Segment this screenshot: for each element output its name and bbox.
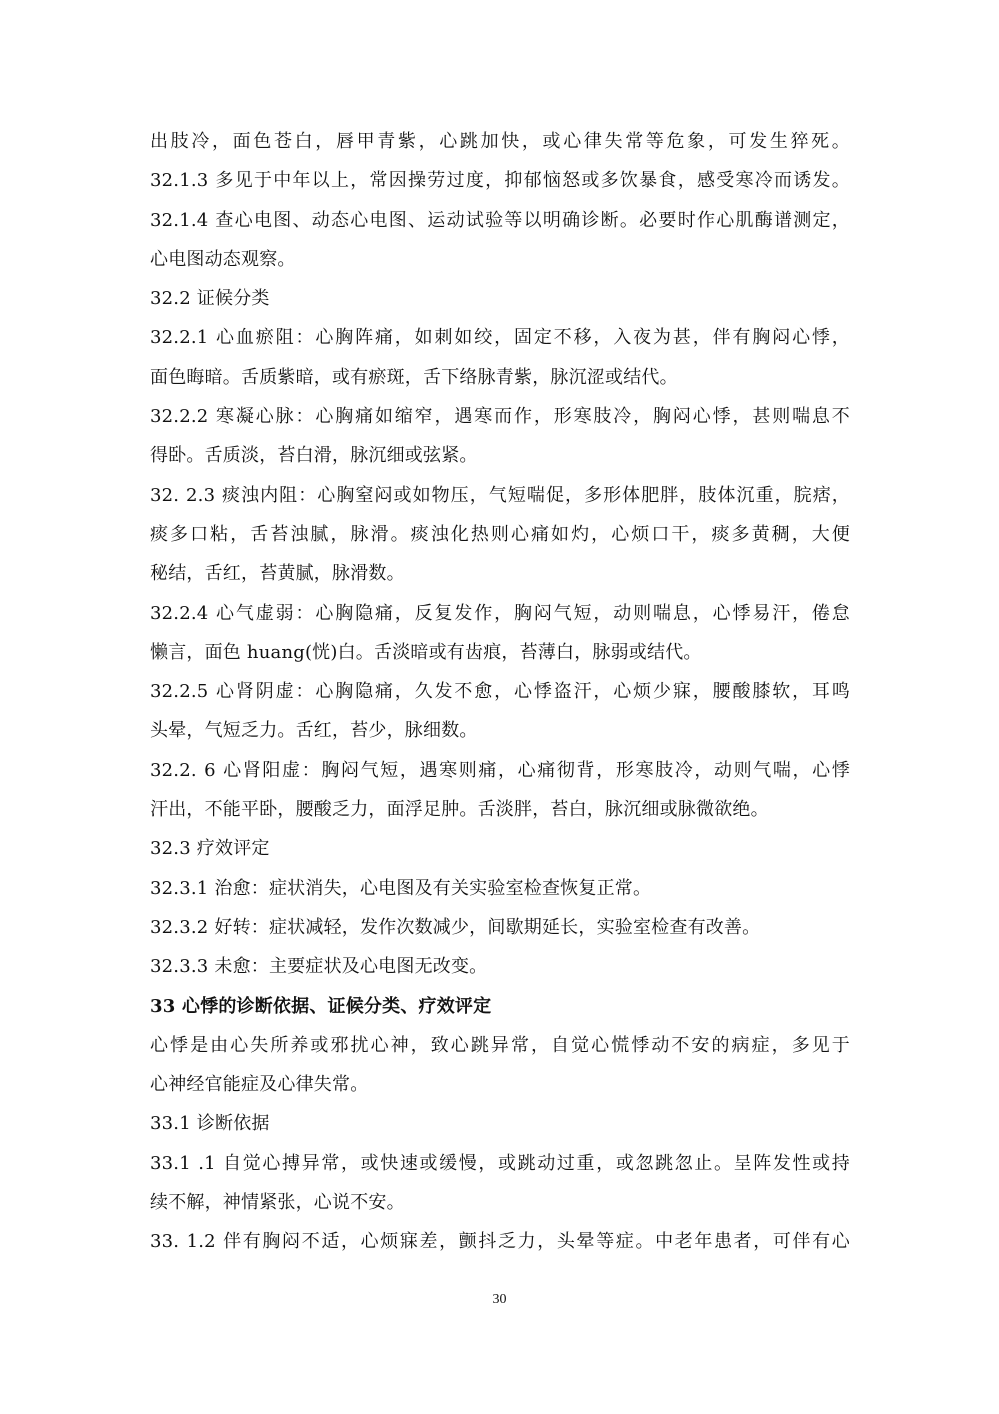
text-line: 心悸是由心失所养或邪扰心神，致心跳异常，自觉心慌悸动不安的病症，多见于 <box>150 1034 850 1056</box>
text-line: 32.3.1 治愈：症状消失，心电图及有关实验室检查恢复正常。 <box>150 877 652 899</box>
text-line: 32.2.1 心血瘀阻：心胸阵痛，如刺如绞，固定不移，入夜为甚，伴有胸闷心悸， <box>150 327 850 349</box>
text-line: 得卧。舌质淡，苔白滑，脉沉细或弦紧。 <box>150 445 478 467</box>
text-line: 32.1.4 查心电图、动态心电图、运动试验等以明确诊断。必要时作心肌酶谱测定， <box>150 209 850 231</box>
text-line: 懒言，面色 huang(恍)白。舌淡暗或有齿痕，苔薄白，脉弱或结代。 <box>150 641 702 663</box>
text-line: 33. 1.2 伴有胸闷不适，心烦寐差，颤抖乏力，头晕等症。中老年患者，可伴有心 <box>150 1231 850 1253</box>
text-line: 秘结，舌红，苔黄腻，脉滑数。 <box>150 563 405 585</box>
text-line: 32.2.5 心肾阴虚：心胸隐痛，久发不愈，心悸盗汗，心烦少寐，腰酸膝软，耳鸣 <box>150 681 850 703</box>
body-text <box>150 122 850 1262</box>
section-heading-33-1: 33.1 诊断依据 <box>150 1113 270 1135</box>
text-line: 心神经官能症及心律失常。 <box>150 1074 369 1096</box>
section-heading-32-3: 32.3 疗效评定 <box>150 838 270 860</box>
text-line: 32.2.2 寒凝心脉：心胸痛如缩窄，遇寒而作，形寒肢冷，胸闷心悸，甚则喘息不 <box>150 406 850 428</box>
text-line: 头晕，气短乏力。舌红，苔少，脉细数。 <box>150 720 478 742</box>
text-line: 汗出，不能平卧，腰酸乏力，面浮足肿。舌淡胖，苔白，脉沉细或脉微欲绝。 <box>150 799 769 821</box>
text-line: 32.2.4 心气虚弱：心胸隐痛，反复发作，胸闷气短，动则喘息，心悸易汗，倦怠 <box>150 602 850 624</box>
text-line: 32.3.2 好转：症状减轻，发作次数减少，间歇期延长，实验室检查有改善。 <box>150 916 761 938</box>
text-line: 32.2. 6 心肾阳虚：胸闷气短，遇寒则痛，心痛彻背，形寒肢冷，动则气喘，心悸 <box>150 759 850 781</box>
text-line: 32.1.3 多见于中年以上，常因操劳过度，抑郁恼怒或多饮暴食，感受寒冷而诱发。 <box>150 170 850 192</box>
chapter-heading-33: 33 心悸的诊断依据、证候分类、疗效评定 <box>150 995 492 1017</box>
text-line: 32. 2.3 痰浊内阻：心胸窒闷或如物压，气短喘促，多形体肥胖，肢体沉重，脘痞， <box>150 484 850 506</box>
section-heading-32-2: 32.2 证候分类 <box>150 288 270 310</box>
text-line: 续不解，神情紧张，心说不安。 <box>150 1192 405 1214</box>
text-line: 痰多口粘，舌苔浊腻，脉滑。痰浊化热则心痛如灼，心烦口干，痰多黄稠，大便 <box>150 523 850 545</box>
text-line: 面色晦暗。舌质紫暗，或有瘀斑，舌下络脉青紫，脉沉涩或结代。 <box>150 366 678 388</box>
text-line: 33.1 .1 自觉心搏异常，或快速或缓慢，或跳动过重，或忽跳忽止。呈阵发性或持 <box>150 1152 850 1174</box>
text-line: 出肢冷，面色苍白，唇甲青紫，心跳加快，或心律失常等危象，可发生猝死。 <box>150 131 850 152</box>
text-line: 心电图动态观察。 <box>150 248 296 270</box>
page-number: 30 <box>492 1292 507 1307</box>
text-line: 32.3.3 未愈：主要症状及心电图无改变。 <box>150 956 488 978</box>
